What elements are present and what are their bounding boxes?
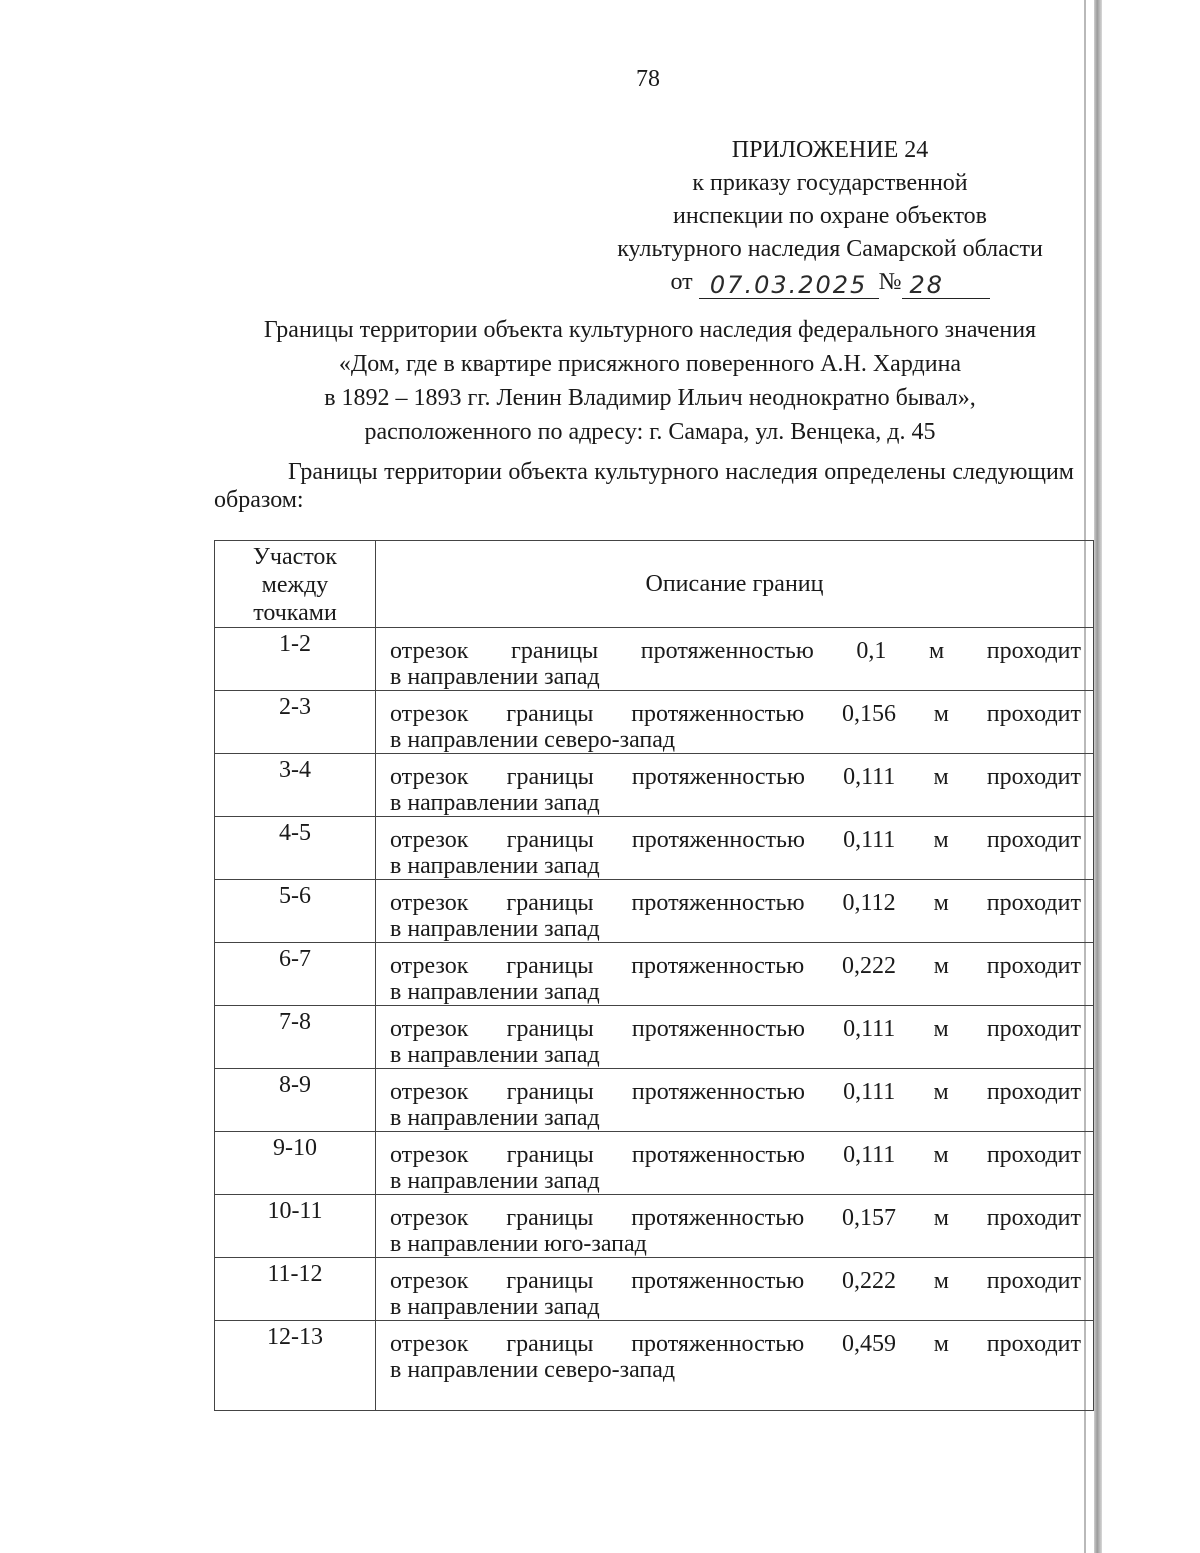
appendix-line: к приказу государственной [692, 170, 968, 196]
header-segment-line: точками [253, 600, 337, 626]
length-unit: м [933, 764, 949, 790]
length-unit: м [933, 1016, 949, 1042]
segment-cell: 10-11 [215, 1195, 376, 1258]
direction-text: в направлении запад [390, 916, 600, 942]
word-passes: проходит [986, 1205, 1081, 1231]
word-passes: проходит [986, 890, 1081, 916]
word-passes: проходит [986, 953, 1081, 979]
direction-text: в направлении запад [390, 664, 600, 690]
table-row [215, 880, 1094, 943]
description-first-line [390, 1268, 1081, 1294]
header-segment-line: Участок [252, 544, 338, 570]
table-row [215, 1258, 1094, 1321]
length-value: 0,111 [843, 1142, 896, 1168]
length-value: 0,1 [856, 638, 887, 664]
page-number: 78 [636, 66, 660, 92]
header-description: Описание границ [376, 541, 1094, 628]
length-unit: м [933, 1142, 949, 1168]
segment-cell: 11-12 [215, 1258, 376, 1321]
description-cell [376, 1321, 1094, 1411]
length-value: 0,459 [841, 1331, 896, 1357]
direction-text: в направлении запад [390, 1042, 600, 1068]
appendix-line: инспекции по охране объектов [673, 203, 987, 229]
word-boundary: границы [506, 953, 594, 979]
word-boundary: границы [506, 827, 594, 853]
description-cell [376, 880, 1094, 943]
word-length-label: протяженностью [631, 1079, 805, 1105]
word-segment: отрезок [390, 1016, 469, 1042]
description-first-line [390, 1205, 1081, 1231]
length-unit: м [933, 827, 949, 853]
word-segment: отрезок [390, 1079, 469, 1105]
length-value: 0,111 [843, 1079, 896, 1105]
word-boundary: границы [511, 638, 599, 664]
word-passes: проходит [986, 1331, 1081, 1357]
description-cell [376, 1069, 1094, 1132]
direction-text: в направлении запад [390, 979, 600, 1005]
segment-cell: 9-10 [215, 1132, 376, 1195]
boundaries-table [214, 540, 1094, 1411]
title-line: Границы территории объекта культурного наследия федерального значения [263, 317, 1037, 343]
word-length-label: протяженностью [640, 638, 814, 664]
word-length-label: протяженностью [631, 1205, 805, 1231]
header-segment [215, 541, 376, 628]
document-title [210, 313, 1090, 449]
table-row [215, 1132, 1094, 1195]
segment-cell: 12-13 [215, 1321, 376, 1411]
description-cell [376, 943, 1094, 1006]
word-boundary: границы [506, 1142, 594, 1168]
table-row [215, 628, 1094, 691]
word-boundary: границы [506, 1079, 594, 1105]
table-row [215, 817, 1094, 880]
word-segment: отрезок [390, 1205, 469, 1231]
direction-text: в направлении северо-запад [390, 727, 676, 753]
direction-text: в направлении северо-запад [390, 1357, 676, 1383]
word-length-label: протяженностью [631, 1268, 805, 1294]
direction-text: в направлении запад [390, 1294, 600, 1320]
word-segment: отрезок [390, 827, 469, 853]
table-header-row [215, 541, 1094, 628]
length-value: 0,156 [841, 701, 896, 727]
word-segment: отрезок [390, 1142, 469, 1168]
word-length-label: протяженностью [631, 1016, 805, 1042]
word-passes: проходит [986, 764, 1081, 790]
length-value: 0,111 [843, 1016, 896, 1042]
word-passes: проходит [986, 827, 1081, 853]
description-cell [376, 1006, 1094, 1069]
word-length-label: протяженностью [631, 953, 805, 979]
description-first-line [390, 764, 1081, 790]
appendix-line: культурного наследия Самарской области [617, 236, 1043, 262]
table-row [215, 1006, 1094, 1069]
title-line: расположенного по адресу: г. Самара, ул. Венцека, д. 45 [364, 419, 936, 445]
description-cell [376, 817, 1094, 880]
table-row [215, 1195, 1094, 1258]
description-first-line [390, 1142, 1081, 1168]
title-line: «Дом, где в квартире присяжного поверенного А.Н. Хардина [338, 351, 962, 377]
length-value: 0,222 [841, 953, 896, 979]
order-date-line [580, 266, 1080, 299]
word-length-label: протяженностью [631, 701, 805, 727]
description-first-line [390, 1016, 1081, 1042]
appendix-heading: ПРИЛОЖЕНИЕ 24 [731, 137, 929, 163]
word-segment: отрезок [390, 953, 469, 979]
word-segment: отрезок [390, 1331, 469, 1357]
word-passes: проходит [986, 701, 1081, 727]
description-first-line [390, 890, 1081, 916]
description-first-line [390, 638, 1081, 664]
segment-cell: 8-9 [215, 1069, 376, 1132]
description-first-line [390, 1331, 1081, 1357]
length-value: 0,111 [843, 764, 896, 790]
description-cell [376, 628, 1094, 691]
table-row [215, 1069, 1094, 1132]
segment-cell: 1-2 [215, 628, 376, 691]
word-length-label: протяженностью [631, 890, 805, 916]
word-segment: отрезок [390, 890, 469, 916]
word-passes: проходит [986, 1079, 1081, 1105]
word-segment: отрезок [390, 1268, 469, 1294]
description-first-line [390, 1079, 1081, 1105]
word-length-label: протяженностью [631, 1142, 805, 1168]
table-row [215, 754, 1094, 817]
length-unit: м [933, 1268, 949, 1294]
word-length-label: протяженностью [631, 764, 805, 790]
segment-cell: 6-7 [215, 943, 376, 1006]
segment-cell: 4-5 [215, 817, 376, 880]
description-cell [376, 1258, 1094, 1321]
word-segment: отрезок [390, 764, 469, 790]
handwritten-date: 07.03.2025 [699, 269, 879, 299]
description-first-line [390, 701, 1081, 727]
appendix-block [580, 134, 1080, 299]
word-passes: проходит [986, 638, 1081, 664]
length-unit: м [933, 953, 949, 979]
word-segment: отрезок [390, 638, 469, 664]
scan-edge-shadow [1094, 0, 1102, 1553]
description-cell [376, 691, 1094, 754]
description-first-line [390, 827, 1081, 853]
title-line: в 1892 – 1893 гг. Ленин Владимир Ильич неоднократно бывал», [324, 385, 976, 411]
table-row [215, 943, 1094, 1006]
word-length-label: протяженностью [631, 827, 805, 853]
word-boundary: границы [506, 1268, 594, 1294]
length-unit: м [933, 1079, 949, 1105]
word-length-label: протяженностью [631, 1331, 805, 1357]
direction-text: в направлении запад [390, 853, 600, 879]
word-segment: отрезок [390, 701, 469, 727]
length-unit: м [933, 701, 949, 727]
direction-text: в направлении запад [390, 1105, 600, 1131]
length-value: 0,222 [841, 1268, 896, 1294]
description-first-line [390, 953, 1081, 979]
word-boundary: границы [506, 890, 594, 916]
segment-cell: 3-4 [215, 754, 376, 817]
description-cell [376, 754, 1094, 817]
direction-text: в направлении запад [390, 1168, 600, 1194]
table-row [215, 1321, 1094, 1411]
segment-cell: 2-3 [215, 691, 376, 754]
length-unit: м [928, 638, 945, 664]
word-boundary: границы [506, 764, 594, 790]
word-boundary: границы [506, 1331, 594, 1357]
word-boundary: границы [506, 1205, 594, 1231]
segment-cell: 7-8 [215, 1006, 376, 1069]
date-prefix: от [670, 269, 693, 295]
table-row [215, 691, 1094, 754]
description-cell [376, 1132, 1094, 1195]
length-value: 0,111 [843, 827, 896, 853]
direction-text: в направлении юго-запад [390, 1231, 647, 1257]
number-sign: № [878, 269, 902, 295]
word-boundary: границы [506, 701, 594, 727]
description-cell [376, 1195, 1094, 1258]
intro-paragraph: Границы территории объекта культурного наследия определены следующим образом: [214, 459, 1074, 513]
length-value: 0,157 [841, 1205, 896, 1231]
word-passes: проходит [986, 1142, 1081, 1168]
word-passes: проходит [986, 1268, 1081, 1294]
length-unit: м [933, 890, 949, 916]
length-value: 0,112 [842, 890, 896, 916]
direction-text: в направлении запад [390, 790, 600, 816]
length-unit: м [933, 1205, 949, 1231]
handwritten-number: 28 [902, 269, 990, 299]
word-passes: проходит [986, 1016, 1081, 1042]
header-segment-line: между [261, 572, 329, 598]
segment-cell: 5-6 [215, 880, 376, 943]
word-boundary: границы [506, 1016, 594, 1042]
length-unit: м [933, 1331, 949, 1357]
